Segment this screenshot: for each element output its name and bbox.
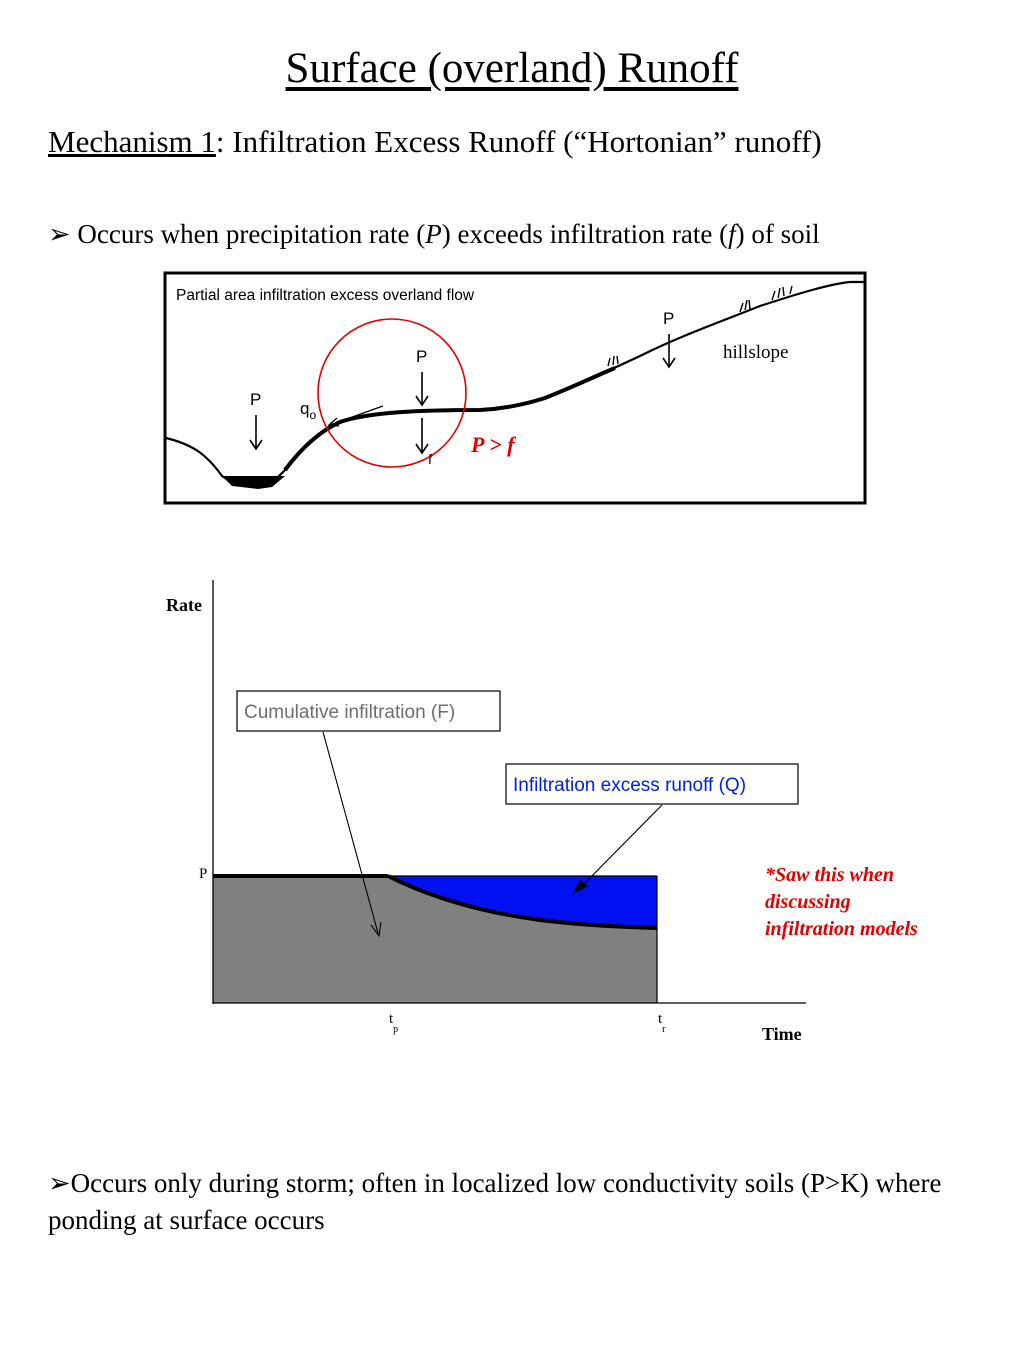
hillslope-figure-title: Partial area infiltration excess overland flow <box>176 287 475 304</box>
stream-channel <box>222 476 285 489</box>
condition-label: P > f <box>471 432 515 457</box>
mechanism-label: Mechanism 1 <box>48 124 216 159</box>
f-label: f <box>428 451 432 467</box>
hillslope-label: hillslope <box>723 342 789 363</box>
figure-frame <box>165 273 865 503</box>
precip-arrow-left <box>250 415 262 449</box>
infiltration-arrow <box>416 418 428 453</box>
bullet-var-p: P <box>425 219 442 249</box>
bullet-arrow-icon: ➢ <box>48 1168 71 1198</box>
highlight-circle <box>318 319 466 467</box>
rate-time-figure <box>0 560 1024 1060</box>
note-text <box>765 862 918 943</box>
bullet-var-f: f <box>728 219 736 249</box>
hillslope-figure <box>0 0 1024 560</box>
overland-flow-film <box>285 368 615 470</box>
p-label-left: P <box>250 390 262 409</box>
bullet-storm <box>48 1165 988 1239</box>
bullet-storm-text: Occurs only during storm; often in localized low conductivity soils (P>K) where ponding at surface occurs <box>48 1168 942 1235</box>
infiltration-callout-text: Cumulative infiltration (F) <box>244 702 456 723</box>
note-line-3: infiltration models <box>765 918 918 940</box>
bullet-text-2: ) exceeds infiltration rate ( <box>441 219 729 249</box>
precip-arrow-right <box>663 334 675 367</box>
bullet-arrow-icon: ➢ <box>48 219 71 249</box>
q-label: $q_o$ <box>300 399 317 422</box>
runoff-pointer <box>581 805 662 887</box>
precip-arrow-center <box>416 372 428 405</box>
p-label-right: P <box>663 309 675 328</box>
note-line-2: discussing <box>765 891 851 913</box>
y-axis-label: Rate <box>166 595 202 615</box>
x-axis-label: Time <box>762 1024 802 1044</box>
mechanism-text: : Infiltration Excess Runoff (“Hortonian” runoff) <box>215 124 822 159</box>
ground-line <box>166 282 864 485</box>
bullet-text-1: Occurs when precipitation rate ( <box>70 219 426 249</box>
p-label-center: P <box>416 347 428 366</box>
note-line-1: *Saw this when <box>765 864 894 886</box>
p-tick-label: P <box>199 866 208 882</box>
page-title: Surface (overland) Runoff <box>285 45 739 92</box>
bullet-text-3: ) of soil <box>735 219 820 249</box>
tr-tick-label: $t_r$ <box>658 1011 666 1035</box>
tp-tick-label: $t_p$ <box>389 1011 399 1035</box>
runoff-callout-text: Infiltration excess runoff (Q) <box>513 775 747 796</box>
